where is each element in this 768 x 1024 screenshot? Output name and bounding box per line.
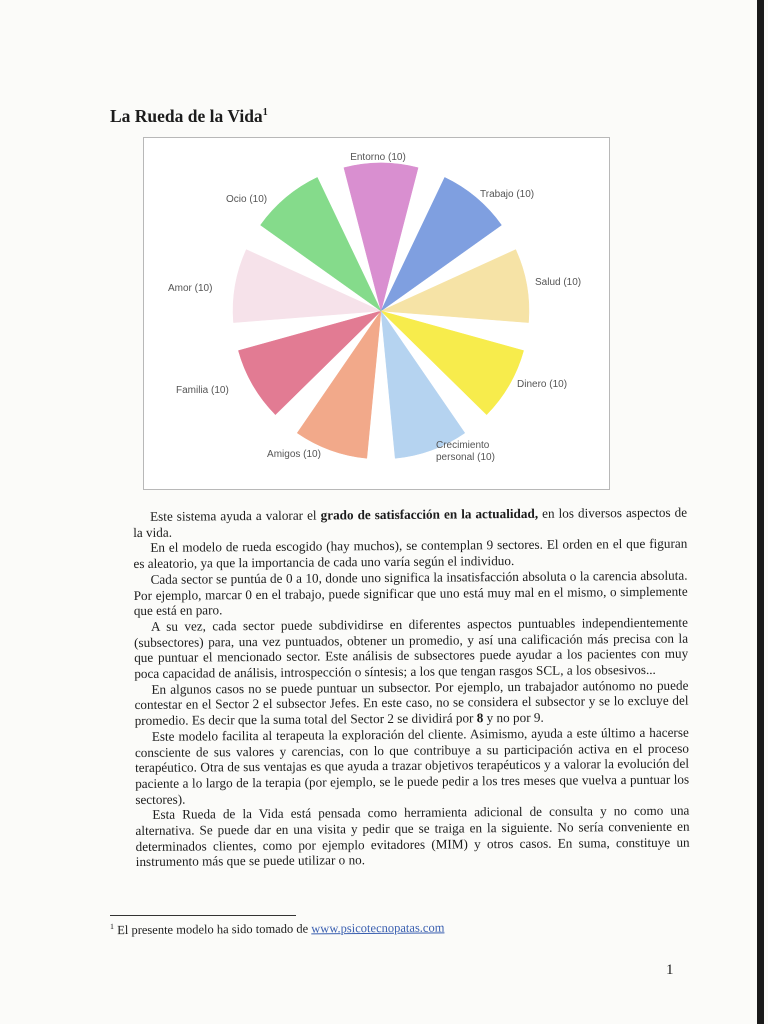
paragraph-7: Esta Rueda de la Vida está pensada como herramienta adicional de consulta y no como una alternativa. Se puede dar en una visita y pedir que se traiga en la siguiente. No sería conveniente en determinados clientes, como por ejemplo evitadores (MIM) y otros casos. En suma, constituye un instrumento más que se puede utilizar o no. [135, 802, 690, 870]
sector-label: Crecimiento [436, 440, 490, 451]
page-number: 1 [666, 962, 674, 978]
sector-label: Dinero (10) [517, 379, 568, 390]
paragraph-1: Este sistema ayuda a valorar el grado de satisfacción en la actualidad, en los diversos aspectos de la vida. [133, 504, 688, 540]
footnote-text: El presente modelo ha sido tomado de [114, 921, 312, 938]
wheel-of-life-diagram [144, 138, 609, 489]
paragraph-2: En el modelo de rueda escogido (hay muchos), se contemplan 9 sectores. El orden en el que figuran es aleatorio, ya que la importancia de cada uno varía según el individuo. [133, 536, 688, 572]
sector-label: personal (10) [436, 452, 495, 463]
footnote-divider [110, 915, 296, 916]
sector-label: Salud (10) [535, 277, 582, 288]
sector-label: Ocio (10) [226, 194, 268, 205]
paragraph-3: Cada sector se puntúa de 0 a 10, donde uno significa la insatisfacción absoluta o la carencia absoluta. Por ejemplo, marcar 0 en el trabajo, puede significar que uno está muy mal en el mismo, o simplemente que está en paro. [133, 567, 688, 619]
sector-label: Entorno (10) [350, 152, 406, 163]
paragraph-5: En algunos casos no se puede puntuar un subsector. Por ejemplo, un trabajador autónomo no puede contestar en el Sector 2 el subsector Jefes. En este caso, no se considera el subsector y se lo excluye del promedio. Es decir que la suma total del Sector 2 se dividirá por 8 y no por 9. [134, 677, 689, 729]
sector-label: Trabajo (10) [480, 189, 535, 200]
footnote-link[interactable]: www.psicotecnopatas.com [311, 920, 445, 936]
footnote-mark: 1 [110, 921, 115, 931]
title-footnote-mark: 1 [262, 107, 268, 119]
emphasis-text: grado de satisfacción en la actualidad, [320, 505, 539, 523]
footnote [110, 919, 444, 938]
body-text [133, 505, 690, 871]
page-title [110, 106, 268, 127]
paragraph-6: Este modelo facilita al terapeuta la exploración del cliente. Asimismo, ayuda a este último a hacerse consciente de sus valores y carencias, con lo que contribuye a su participación activa en el proceso terapéutico. Otra de sus ventajas es que ayuda a trazar objetivos terapéuticos y a valorar la evolución del paciente a lo largo de la terapia (por ejemplo, se le puede pedir a los tres meses que vuelva a puntuar los sectores). [134, 724, 690, 807]
paragraph-4: A su vez, cada sector puede subdividirse en diferentes aspectos puntuables independientemente (subsectores) para, una vez puntuados, obtener un promedio, y así una calificación más precisa con la que puntuar el mencionado sector. Este análisis de subsectores puede ayudar a los pacientes con muy poca capacidad de análisis, introspección o síntesis; a los que tengan rasgos SCL, a los obsesivos... [133, 614, 689, 682]
sector-label: Amor (10) [168, 283, 213, 294]
emphasis-text: 8 [476, 710, 484, 726]
scan-edge-line [757, 0, 764, 1024]
title-text: La Rueda de la Vida [110, 106, 263, 126]
sector-label: Familia (10) [176, 385, 229, 396]
wheel-of-life-figure [143, 137, 610, 490]
sector-label: Amigos (10) [267, 449, 321, 460]
